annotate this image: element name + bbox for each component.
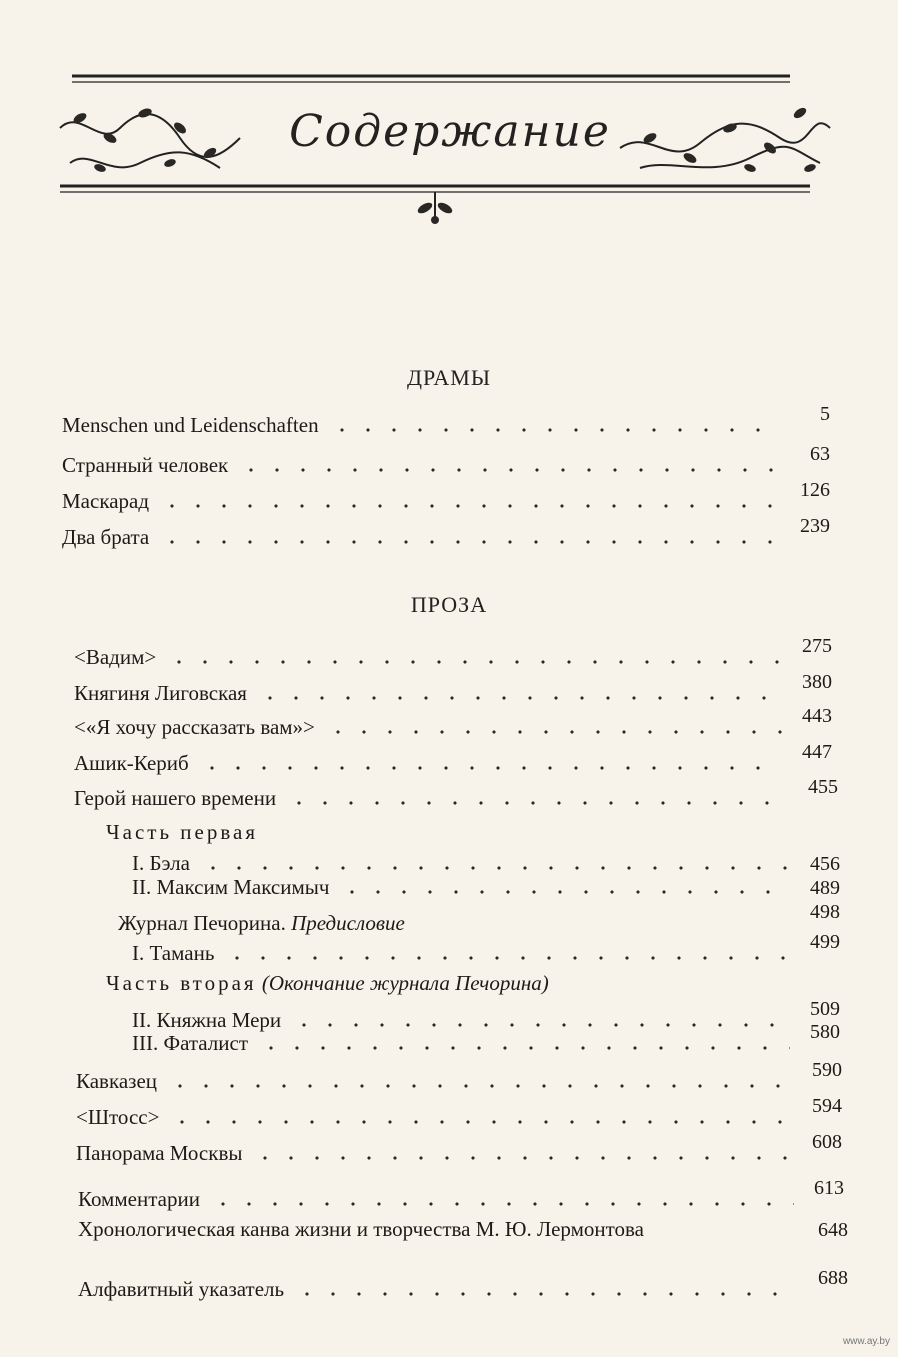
toc-entry[interactable] — [74, 635, 832, 670]
leader-dots — [325, 730, 782, 734]
toc-entry[interactable] — [132, 1021, 840, 1056]
leader-dots — [257, 696, 782, 700]
toc-entry-page: 648 — [818, 1219, 848, 1241]
leader-dots — [169, 1120, 792, 1124]
toc-entry-title: <Штосс> — [76, 1105, 160, 1129]
toc-entry-page: 126 — [800, 479, 830, 501]
leader-dots — [210, 1202, 794, 1206]
leader-space — [654, 1232, 798, 1236]
toc-entry[interactable] — [78, 1212, 848, 1242]
toc-entry-page: 499 — [810, 931, 840, 953]
toc-entry[interactable] — [62, 479, 830, 514]
toc-entry[interactable] — [76, 1059, 842, 1094]
leader-dots — [167, 1084, 792, 1088]
toc-entry-title: Два брата — [62, 525, 150, 549]
leader-space — [415, 926, 790, 930]
toc-entry-title: Герой нашего времени — [74, 786, 277, 810]
toc-entry-title: Кавказец — [76, 1069, 158, 1093]
toc-entry-page: 613 — [814, 1177, 844, 1199]
toc-part-heading — [106, 966, 746, 996]
toc-entry-page: 447 — [802, 741, 832, 763]
toc-entry-title: Комментарии — [78, 1187, 200, 1211]
toc-entry-page: 608 — [812, 1131, 842, 1153]
toc-entry-page: 590 — [812, 1059, 842, 1081]
toc-entry-page: 594 — [812, 1095, 842, 1117]
toc-entry[interactable] — [78, 1177, 844, 1212]
toc-entry-page: 688 — [818, 1267, 848, 1289]
toc-entry-title: Маскарад — [62, 489, 150, 513]
section-title-prose: ПРОЗА — [410, 592, 488, 617]
toc-entry-page: 489 — [810, 877, 840, 899]
toc-entry-title: Часть вторая (Окончание журнала Печорина) — [106, 971, 549, 995]
toc-entry-title: I. Бэла — [132, 851, 190, 875]
toc-entry-title: Хронологическая канва жизни и творчества М. Ю. Лермонтова — [78, 1217, 644, 1241]
toc-entry-title: III. Фаталист — [132, 1031, 249, 1055]
toc-entry[interactable] — [62, 515, 830, 550]
toc-entry-title: Menschen und Leidenschaften — [62, 413, 319, 437]
toc-entry-page: 5 — [820, 403, 830, 425]
leader-dots — [159, 540, 780, 544]
toc-entry-title: Часть первая — [106, 820, 258, 844]
watermark: www.ay.by — [842, 1336, 890, 1347]
toc-entry[interactable] — [62, 403, 830, 438]
toc-entry-page: 455 — [808, 776, 838, 798]
toc-part-heading — [106, 815, 506, 845]
toc-entry-page: 580 — [810, 1021, 840, 1043]
leader-dots — [329, 428, 780, 432]
toc-entry[interactable] — [62, 443, 830, 478]
toc-entry-title: Алфавитный указатель — [78, 1277, 285, 1301]
toc-entry-title: <«Я хочу рассказать вам»> — [74, 715, 315, 739]
section-title-dramas: ДРАМЫ — [406, 365, 492, 390]
leader-dots — [199, 766, 782, 770]
toc-entry[interactable] — [74, 776, 838, 811]
leader-dots — [159, 504, 780, 508]
toc-entry[interactable] — [118, 901, 840, 936]
toc-entry-page: 275 — [802, 635, 832, 657]
toc-entry-page: 498 — [810, 901, 840, 923]
toc-entry-title: <Вадим> — [74, 645, 157, 669]
contents-header — [50, 68, 850, 228]
leader-dots — [224, 956, 790, 960]
leader-dots — [238, 468, 780, 472]
contents-title: Содержание — [289, 106, 611, 157]
leader-dots — [294, 1292, 798, 1296]
toc-entry-title: I. Тамань — [132, 941, 215, 965]
toc-entry[interactable] — [78, 1267, 848, 1302]
toc-entry-title: Княгиня Лиговская — [74, 681, 247, 705]
toc-entry[interactable] — [76, 1131, 842, 1166]
toc-entry[interactable] — [74, 741, 832, 776]
leader-dots — [258, 1046, 790, 1050]
toc-entry-title: Ашик-Кериб — [74, 751, 189, 775]
toc-entry-page: 380 — [802, 671, 832, 693]
toc-entry-title: II. Максим Максимыч — [132, 875, 330, 899]
toc-entry-title: Панорама Москвы — [76, 1141, 243, 1165]
toc-entry-page: 239 — [800, 515, 830, 537]
toc-entry-title: Странный человек — [62, 453, 229, 477]
leader-dots — [166, 660, 782, 664]
toc-entry-page: 456 — [810, 853, 840, 875]
toc-entry-title: II. Княжна Мери — [132, 1008, 282, 1032]
toc-entry[interactable] — [74, 671, 832, 706]
toc-entry-page: 63 — [810, 443, 830, 465]
toc-entry[interactable] — [132, 931, 840, 966]
toc-entry-page: 443 — [802, 705, 832, 727]
leader-dots — [339, 890, 790, 894]
toc-entry[interactable] — [74, 705, 832, 740]
toc-entry[interactable] — [76, 1095, 842, 1130]
leader-dots — [286, 801, 788, 805]
leader-dots — [252, 1156, 792, 1160]
toc-entry-page: 509 — [810, 998, 840, 1020]
toc-entry[interactable] — [132, 870, 840, 900]
toc-entry-title: Журнал Печорина. Предисловие — [118, 911, 405, 935]
